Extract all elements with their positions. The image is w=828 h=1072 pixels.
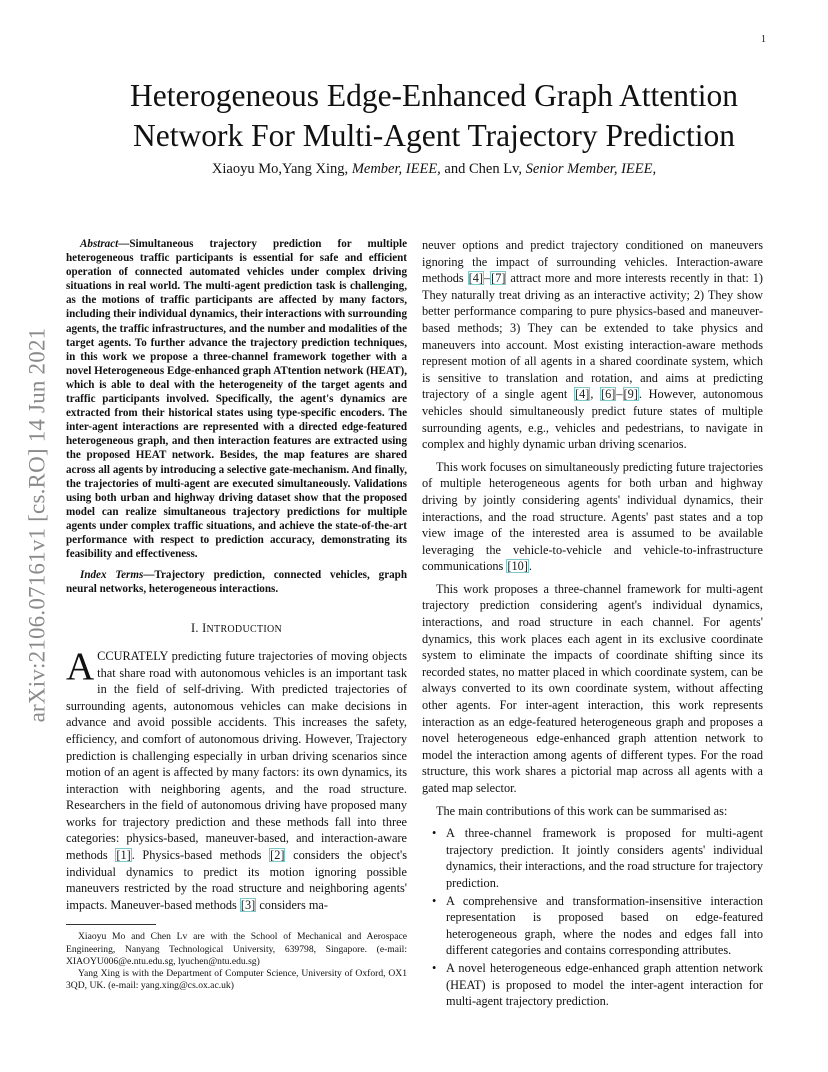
title-line-2: Network For Multi-Agent Trajectory Prediction (133, 118, 735, 153)
footnote-divider (66, 924, 156, 925)
intro-paragraph (66, 644, 407, 914)
bullet-icon: • (432, 893, 437, 908)
contributions-list (422, 825, 763, 1010)
index-terms (66, 568, 407, 596)
body-paragraph: This work proposes a three-channel framework for multi-agent trajectory prediction considering agent's individual dynamics, interactions, and road structure in each channel. For agents' dynamics, this work places each agent in its exclusive coordinate system to eliminate the impacts of coordinate shifting since its recorded states, no matter placed in which coordinate system, can be always converted to its own coordinate system, without affecting other agents. For inter-agent interaction, this work represents interaction as an edge-featured heterogeneous graph and proposes a novel heterogeneous edge-enhanced graph attention network to model the interaction among agents of different types. For the road structure, this work shares a pictorial map across all agents with a gated map selector. (422, 581, 763, 795)
body-paragraph (422, 459, 763, 575)
citation-link[interactable]: [10] (507, 559, 528, 574)
section-title-rest: NTRODUCTION (206, 624, 283, 636)
arxiv-identifier: arXiv:2106.07161v1 [cs.RO] 14 Jun 2021 (24, 327, 49, 723)
left-column (66, 237, 407, 992)
list-item-text: A comprehensive and transformation-insensitive interaction representation is proposed based on edge-featured heterogeneous graph, where the nodes and edges fall into different categories and contains corresponding attributes. (446, 893, 763, 958)
citation-link[interactable]: [3] (240, 897, 256, 912)
author-list (70, 161, 798, 178)
body-text: . However, autonomous vehicles should simultaneously predict future states of multiple surrounding agents, e.g., vehicles and pedestrians, to navigate in complex and highly dynamic urban driving scenarios. (422, 387, 763, 452)
list-item (432, 893, 763, 959)
author-2: and Chen Lv, (440, 161, 526, 177)
intro-text-3: considers the object's individual dynamics to predict its motion ignoring possible maneuvers restricted by the road structure and neighboring agents' impacts. Maneuver-based methods (66, 848, 407, 912)
author-2-role: Senior Member, IEEE, (525, 161, 657, 177)
bullet-icon: • (432, 960, 437, 975)
abstract-text: —Simultaneous trajectory prediction for multiple heterogeneous traffic participants is essential for safe and efficient operation of connected automated vehicles under complex driving situations in real world. The multi-agent prediction task is challenging, as the motions of traffic participants are affected by many factors, including their individual dynamics, their interactions with surrounding agents, the traffic infrastructures, and the number and modalities of the target agents. To further advance the trajectory prediction techniques, in this work we propose a three-channel framework together with a novel Heterogeneous Edge-enhanced graph ATtention network (HEAT), which is able to deal with the heterogeneity of the target agents and traffic participants involved. Specifically, the agent's dynamics are extracted from their historical states using type-specific encoders. The inter-agent interactions are represented with a directed edge-featured heterogeneous graph, and then interaction features are extracted using the proposed HEAT network. Besides, the map features are shared across all agents by introducing a selective gate-mechanism. And finally, the trajectories of multi-agent are executed simultaneously. Validations using both urban and highway driving dataset show that the proposed model can realize simultaneous trajectory predictions for multiple agents under complex traffic situations, and achieve the state-of-the-art performance with respect to prediction accuracy, demonstrating its feasibility and effectiveness. (66, 238, 407, 561)
author-1: Xiaoyu Mo,Yang Xing, (211, 161, 352, 177)
section-title-initial: I (202, 621, 207, 636)
footnote-affiliation-1: Xiaoyu Mo and Chen Lv are with the School of Mechanical and Aerospace Engineering, Nanyang Technological University, 639798, Singapore. (e-mail: XIAOYU006@e.ntu.edu.sg, lyuchen@ntu.edu.sg) (66, 931, 407, 967)
list-item (432, 960, 763, 1010)
footnote-affiliation-2: Yang Xing is with the Department of Computer Science, University of Oxford, OX1 3QD, UK. (e-mail: yang.xing@cs.ox.ac.uk) (66, 968, 407, 992)
abstract-lead: Abstract (80, 238, 119, 250)
intro-text-4: considers ma- (256, 897, 328, 912)
paper-title (70, 76, 798, 156)
body-text: This work focuses on simultaneously predicting future trajectories of multiple heterogeneous agents for both urban and highway driving by jointly considering agents' individual dynamics, their interactions, and the road structure. Agents' past states and a top view image of the interested area is assumed to be available leveraging the vehicle-to-vehicle and vehicle-to-infrastructure communications (422, 459, 763, 574)
citation-link[interactable]: [4] (574, 387, 590, 402)
index-terms-lead: Index Terms (80, 569, 144, 582)
body-text: neuver options and predict trajectory conditioned on maneuvers ignoring the impact of surrounding vehicles. Interaction-aware methods (422, 238, 763, 286)
contributions-intro: The main contributions of this work can be summarised as: (436, 803, 728, 818)
intro-text-1: CCURATELY predicting future trajectories of moving objects that share road with autonomous vehicles is an important task in the field of self-driving. With predicted trajectories of surrounding agents, autonomous vehicles can make decisions in advance and avoid possible accidents. This increases the safety, efficiency, and comfort of autonomous driving. However, Trajectory prediction is challenging especially in urban driving scenarios since motion of an agent is affected by many factors: its own dynamics, its interaction with neighboring agents, and the road structure. Researchers in the field of autonomous driving have proposed many works for trajectory prediction and these methods fall into three categories: physics-based, maneuver-based, and interaction-aware methods (66, 648, 407, 863)
body-text: attract more and more interests recently in that: 1) They naturally treat driving as an interactive activity; 2) They show better performance comparing to pure physics-based and maneuver-based methods; 3) They can be extended to take physics and maneuvers into account. Most existing interaction-aware methods represent motion of all agents in a shared coordinate system, which is sensitive to translation and rotation, and aims at predicting trajectory of a single agent (422, 271, 763, 402)
citation-link[interactable]: [6] (601, 387, 616, 402)
list-item-text: A novel heterogeneous edge-enhanced graph attention network (HEAT) is proposed to model the inter-agent interaction for multi-agent trajectory prediction. (446, 960, 763, 1009)
body-paragraph (422, 237, 763, 453)
citation-separator: , (590, 387, 601, 402)
bullet-icon: • (432, 826, 437, 841)
abstract (66, 237, 407, 561)
arxiv-stamp (22, 290, 52, 760)
right-column (422, 237, 763, 1011)
author-1-role: Member, IEEE, (351, 161, 441, 177)
citation-link[interactable]: [9] (623, 387, 638, 402)
body-text: . (528, 559, 532, 574)
citation-range-dash: – (616, 387, 623, 402)
section-heading-introduction (66, 620, 407, 639)
citation-link[interactable]: [1] (116, 848, 131, 863)
page-number: 1 (761, 34, 766, 45)
section-numeral: I. (190, 621, 203, 636)
list-item-text: A three-channel framework is proposed for multi-agent trajectory prediction. It jointly considers agents' individual dynamics, their interactions, and the road structure for trajectory prediction. (446, 826, 763, 890)
index-terms-text: —Trajectory prediction, connected vehicles, graph neural networks, heterogeneous interactions. (66, 569, 407, 596)
citation-link[interactable]: [7] (491, 271, 506, 286)
citation-link[interactable]: [2] (270, 848, 285, 863)
title-line-1: Heterogeneous Edge-Enhanced Graph Attention (130, 78, 738, 113)
intro-text-2: . Physics-based methods (131, 848, 270, 863)
drop-cap: A (66, 644, 95, 688)
list-item (432, 825, 763, 891)
citation-range-dash: – (483, 271, 491, 286)
citation-link[interactable]: [4] (468, 271, 483, 286)
